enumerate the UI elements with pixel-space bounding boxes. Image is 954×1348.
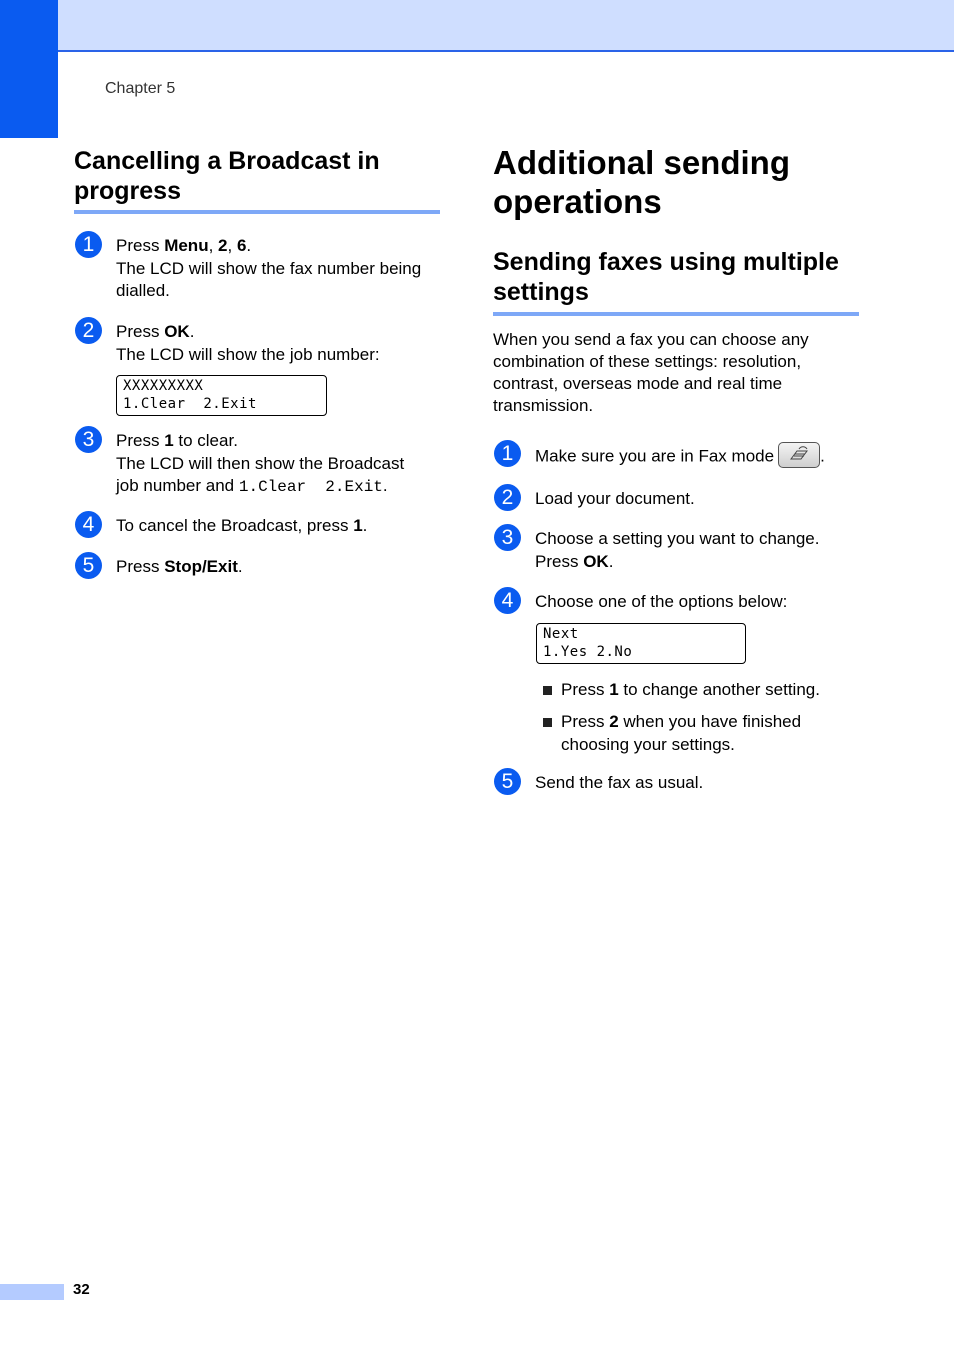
step-number: 2 — [75, 317, 102, 344]
bullet-item: Press 1 to change another setting. — [561, 680, 820, 699]
step-text: Press Stop/Exit. — [116, 557, 243, 576]
footer-bar — [0, 1284, 64, 1300]
step-text: Press OK. The LCD will show the job number: — [116, 322, 380, 364]
step-number: 4 — [494, 587, 521, 614]
step-number: 1 — [494, 440, 521, 467]
intro-paragraph: When you send a fax you can choose any combination of these settings: resolution, contrast, overseas mode and real time transmission. — [493, 330, 809, 415]
step-text: Choose a setting you want to change. Press OK. — [535, 529, 820, 571]
step-number: 5 — [75, 552, 102, 579]
page-title: Additional sending operations — [493, 144, 790, 220]
bullet-item: Press 2 when you have finished choosing your settings. — [561, 712, 802, 754]
step-number: 3 — [75, 426, 102, 453]
section-heading-multiple: Sending faxes using multiple settings — [493, 248, 839, 306]
step-text: Press Menu, 2, 6. The LCD will show the fax number being dialled. — [116, 236, 422, 300]
step-text: Send the fax as usual. — [535, 773, 704, 792]
step-text: Load your document. — [535, 489, 695, 508]
lcd-display: Next 1.Yes 2.No — [536, 623, 746, 664]
step-number: 5 — [494, 768, 521, 795]
page-number: 32 — [73, 1281, 90, 1298]
step-text: Make sure you are in Fax mode . — [535, 444, 875, 470]
step-text: Choose one of the options below: — [535, 592, 788, 611]
lcd-display: XXXXXXXXX 1.Clear 2.Exit — [116, 375, 327, 416]
step-text: To cancel the Broadcast, press 1. — [116, 516, 368, 535]
section-heading-cancel: Cancelling a Broadcast in progress — [74, 147, 380, 205]
header-band — [0, 0, 954, 52]
step-number: 4 — [75, 511, 102, 538]
step-number: 3 — [494, 524, 521, 551]
bullet-square — [543, 686, 552, 695]
step-number: 2 — [494, 484, 521, 511]
fax-mode-icon — [778, 442, 820, 468]
step-text: Press 1 to clear. The LCD will then show the Broadcast job number and 1.Clear 2.Exit. — [116, 431, 405, 496]
chapter-label: Chapter 5 — [105, 80, 176, 97]
step-number: 1 — [75, 231, 102, 258]
bullet-square — [543, 718, 552, 727]
heading-rule — [493, 312, 859, 316]
chapter-tab — [0, 0, 58, 138]
heading-rule — [74, 210, 440, 214]
